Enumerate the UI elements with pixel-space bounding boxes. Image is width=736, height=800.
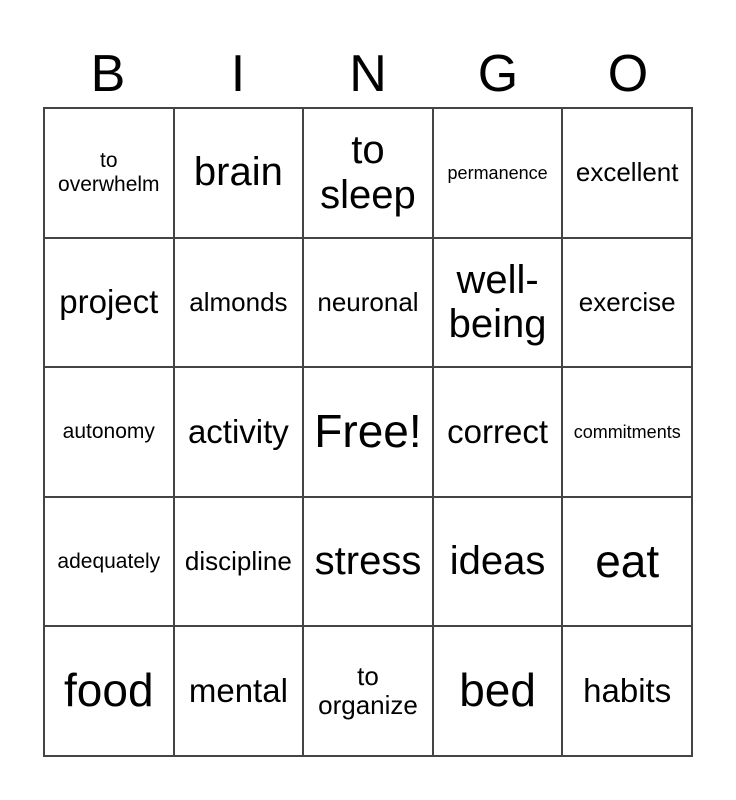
bingo-cell[interactable] [562,108,692,238]
bingo-cell[interactable] [174,238,304,368]
cell-text: adequately [57,549,161,573]
bingo-header [43,40,693,108]
bingo-cell[interactable] [562,626,692,756]
cell-text: well-being [448,257,547,347]
cell-text: commitments [573,421,681,442]
cell-text: food [64,664,154,717]
bingo-cell[interactable] [44,626,174,756]
header-letter-o: O [607,45,649,103]
cell-text: project [59,282,159,320]
header-letter-b: B [90,45,126,103]
bingo-cell[interactable] [174,626,304,756]
cell-text: autonomy [62,420,155,444]
bingo-cell[interactable] [174,367,304,497]
cell-text: permanence [447,162,548,183]
cell-text: eat [595,534,660,587]
bingo-board [43,107,693,757]
cell-text: bed [459,664,536,717]
bingo-cell[interactable] [303,626,433,756]
cell-text: habits [583,671,672,709]
bingo-cell-free[interactable] [303,367,433,497]
bingo-cell[interactable] [303,497,433,627]
cell-text: ideas [449,539,546,584]
cell-text: discipline [184,546,292,577]
bingo-cell[interactable] [433,626,563,756]
header-letter-n: N [349,45,387,103]
cell-text: to sleep [320,128,416,217]
bingo-cell[interactable] [174,497,304,627]
bingo-cell[interactable] [174,108,304,238]
bingo-cell[interactable] [433,497,563,627]
cell-text: excellent [575,157,679,188]
bingo-cell[interactable] [433,238,563,368]
cell-text: correct [447,412,549,450]
bingo-cell[interactable] [44,238,174,368]
bingo-cell[interactable] [44,108,174,238]
free-space-text: Free! [314,405,422,458]
bingo-cell[interactable] [44,497,174,627]
bingo-cell[interactable] [433,108,563,238]
cell-text: to organize [318,661,418,721]
cell-text: activity [187,412,289,450]
cell-text: brain [193,150,283,195]
cell-text: stress [314,539,422,584]
cell-text: almonds [189,286,288,317]
cell-text: to overwhelm [58,149,160,196]
bingo-cell[interactable] [562,367,692,497]
bingo-cell[interactable] [433,367,563,497]
header-letter-i: I [230,45,246,103]
bingo-cell[interactable] [562,238,692,368]
bingo-cell[interactable] [303,238,433,368]
cell-text: neuronal [317,286,419,317]
bingo-cell[interactable] [44,367,174,497]
bingo-cell[interactable] [562,497,692,627]
cell-text: mental [188,671,288,709]
cell-text: exercise [578,286,676,317]
bingo-cell[interactable] [303,108,433,238]
header-letter-g: G [477,45,519,103]
